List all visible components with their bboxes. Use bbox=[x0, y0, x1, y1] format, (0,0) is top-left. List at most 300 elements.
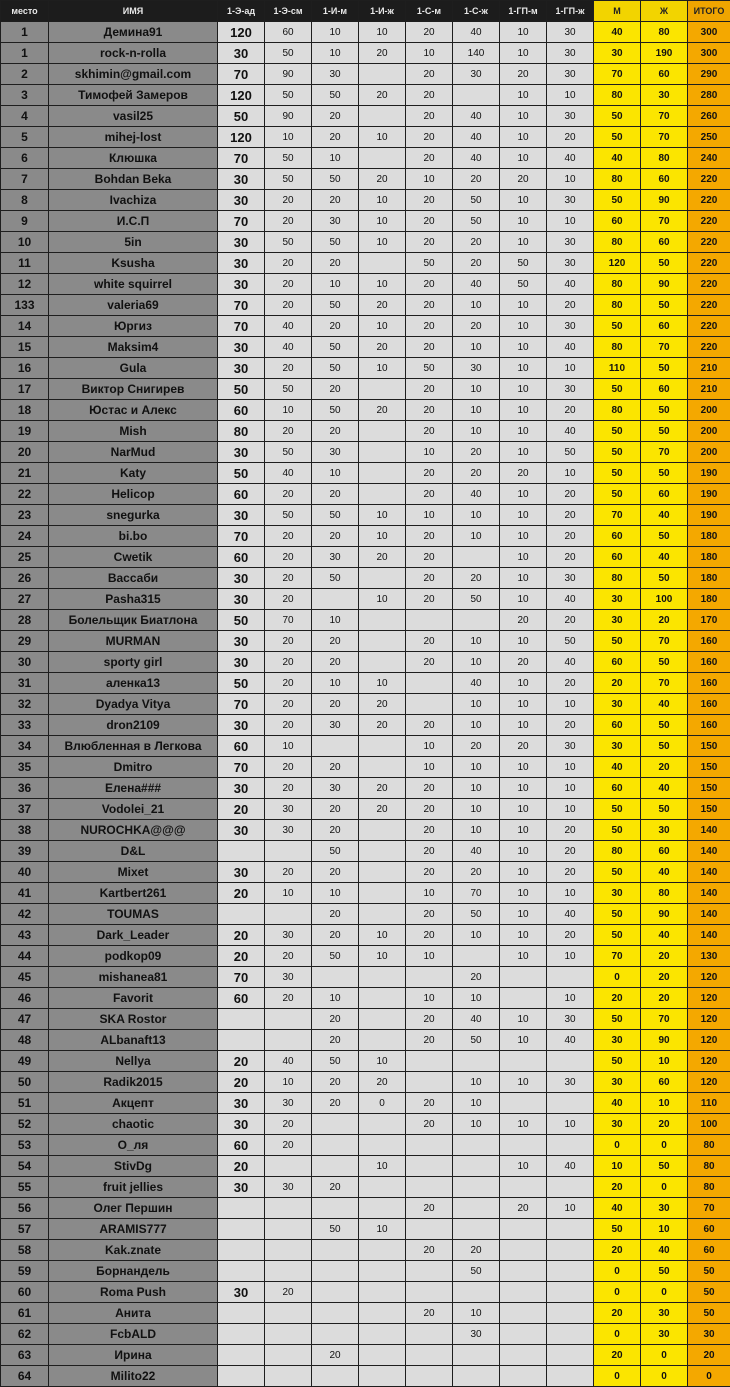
score-total: 110 bbox=[688, 1093, 730, 1114]
score-c7 bbox=[500, 1240, 547, 1261]
table-row bbox=[1, 988, 730, 1009]
row-name: Тимофей Замеров bbox=[49, 85, 218, 106]
table-row bbox=[1, 1219, 730, 1240]
score-w: 70 bbox=[641, 673, 688, 694]
score-m: 50 bbox=[594, 862, 641, 883]
score-c4 bbox=[359, 1324, 406, 1345]
header-c5: 1-С-м bbox=[406, 1, 453, 22]
score-c3: 20 bbox=[312, 862, 359, 883]
score-c6: 10 bbox=[453, 400, 500, 421]
score-c5: 10 bbox=[406, 169, 453, 190]
table-row bbox=[1, 1303, 730, 1324]
score-c4 bbox=[359, 904, 406, 925]
score-w: 50 bbox=[641, 400, 688, 421]
score-c6 bbox=[453, 1135, 500, 1156]
score-c6: 30 bbox=[453, 64, 500, 85]
score-c1: 50 bbox=[218, 610, 265, 631]
score-c3 bbox=[312, 967, 359, 988]
score-c1: 30 bbox=[218, 43, 265, 64]
score-w: 40 bbox=[641, 1240, 688, 1261]
table-row bbox=[1, 652, 730, 673]
score-w: 190 bbox=[641, 43, 688, 64]
score-c1: 30 bbox=[218, 169, 265, 190]
score-w: 90 bbox=[641, 904, 688, 925]
score-c7: 10 bbox=[500, 946, 547, 967]
score-c3: 50 bbox=[312, 85, 359, 106]
score-c7: 10 bbox=[500, 421, 547, 442]
row-name: skhimin@gmail.com bbox=[49, 64, 218, 85]
score-w: 40 bbox=[641, 505, 688, 526]
score-c6: 50 bbox=[453, 1030, 500, 1051]
score-c2 bbox=[265, 1219, 312, 1240]
score-c5: 20 bbox=[406, 421, 453, 442]
score-w: 10 bbox=[641, 1093, 688, 1114]
score-c3: 50 bbox=[312, 400, 359, 421]
score-c1: 20 bbox=[218, 883, 265, 904]
score-m: 80 bbox=[594, 337, 641, 358]
score-c6: 40 bbox=[453, 22, 500, 43]
score-c8: 50 bbox=[547, 442, 594, 463]
score-c6: 10 bbox=[453, 694, 500, 715]
score-c1: 20 bbox=[218, 946, 265, 967]
score-c5 bbox=[406, 1261, 453, 1282]
score-c4: 10 bbox=[359, 946, 406, 967]
score-c5: 50 bbox=[406, 253, 453, 274]
score-total: 220 bbox=[688, 232, 730, 253]
score-c4 bbox=[359, 463, 406, 484]
row-place: 6 bbox=[1, 148, 49, 169]
score-c2: 10 bbox=[265, 1072, 312, 1093]
score-c4: 10 bbox=[359, 316, 406, 337]
table-row bbox=[1, 715, 730, 736]
score-c8: 10 bbox=[547, 169, 594, 190]
table-row bbox=[1, 1156, 730, 1177]
table-row bbox=[1, 1009, 730, 1030]
row-place: 49 bbox=[1, 1051, 49, 1072]
row-name: FcbALD bbox=[49, 1324, 218, 1345]
table-row bbox=[1, 232, 730, 253]
table-row bbox=[1, 778, 730, 799]
score-c8: 10 bbox=[547, 946, 594, 967]
score-w: 50 bbox=[641, 799, 688, 820]
row-place: 35 bbox=[1, 757, 49, 778]
table-row bbox=[1, 1030, 730, 1051]
score-c3: 10 bbox=[312, 673, 359, 694]
score-c2: 20 bbox=[265, 568, 312, 589]
score-total: 30 bbox=[688, 1324, 730, 1345]
score-c5: 20 bbox=[406, 400, 453, 421]
row-name: Ksusha bbox=[49, 253, 218, 274]
score-c2: 40 bbox=[265, 1051, 312, 1072]
score-c7: 10 bbox=[500, 904, 547, 925]
score-c7: 10 bbox=[500, 379, 547, 400]
score-m: 30 bbox=[594, 1114, 641, 1135]
score-c2: 20 bbox=[265, 274, 312, 295]
row-place: 9 bbox=[1, 211, 49, 232]
score-c4: 20 bbox=[359, 43, 406, 64]
score-c2: 50 bbox=[265, 169, 312, 190]
score-c5 bbox=[406, 1156, 453, 1177]
score-c5: 20 bbox=[406, 484, 453, 505]
score-c7: 10 bbox=[500, 1156, 547, 1177]
table-row bbox=[1, 862, 730, 883]
row-name: Олег Першин bbox=[49, 1198, 218, 1219]
score-c3: 50 bbox=[312, 295, 359, 316]
score-total: 80 bbox=[688, 1156, 730, 1177]
score-c2: 50 bbox=[265, 85, 312, 106]
score-c3: 30 bbox=[312, 715, 359, 736]
score-total: 120 bbox=[688, 1051, 730, 1072]
score-c8: 10 bbox=[547, 1198, 594, 1219]
score-c8: 40 bbox=[547, 337, 594, 358]
score-c4 bbox=[359, 757, 406, 778]
score-total: 140 bbox=[688, 925, 730, 946]
score-total: 160 bbox=[688, 673, 730, 694]
score-c3: 30 bbox=[312, 442, 359, 463]
score-m: 50 bbox=[594, 127, 641, 148]
score-c4: 10 bbox=[359, 589, 406, 610]
score-c4 bbox=[359, 841, 406, 862]
score-c8: 50 bbox=[547, 631, 594, 652]
score-c1: 70 bbox=[218, 211, 265, 232]
table-row bbox=[1, 253, 730, 274]
table-row bbox=[1, 967, 730, 988]
row-name: white squirrel bbox=[49, 274, 218, 295]
score-c8: 40 bbox=[547, 421, 594, 442]
score-c1: 30 bbox=[218, 232, 265, 253]
score-c4 bbox=[359, 1030, 406, 1051]
score-c4: 20 bbox=[359, 778, 406, 799]
score-c8: 40 bbox=[547, 904, 594, 925]
score-c1: 30 bbox=[218, 505, 265, 526]
score-c8: 40 bbox=[547, 589, 594, 610]
row-name: Bohdan Beka bbox=[49, 169, 218, 190]
score-c8 bbox=[547, 1051, 594, 1072]
score-c6 bbox=[453, 610, 500, 631]
table-row bbox=[1, 484, 730, 505]
score-m: 0 bbox=[594, 1135, 641, 1156]
score-w: 100 bbox=[641, 589, 688, 610]
score-c6: 20 bbox=[453, 442, 500, 463]
score-c4: 10 bbox=[359, 673, 406, 694]
score-c6: 10 bbox=[453, 1303, 500, 1324]
score-c7: 10 bbox=[500, 442, 547, 463]
score-c3: 10 bbox=[312, 883, 359, 904]
score-c1 bbox=[218, 1030, 265, 1051]
header-c6: 1-С-ж bbox=[453, 1, 500, 22]
row-place: 46 bbox=[1, 988, 49, 1009]
score-m: 50 bbox=[594, 904, 641, 925]
score-total: 120 bbox=[688, 1072, 730, 1093]
row-place: 36 bbox=[1, 778, 49, 799]
score-c4: 0 bbox=[359, 1093, 406, 1114]
score-c3: 50 bbox=[312, 568, 359, 589]
score-c2: 70 bbox=[265, 610, 312, 631]
row-name: Cwetik bbox=[49, 547, 218, 568]
row-name: Nellya bbox=[49, 1051, 218, 1072]
score-c4 bbox=[359, 736, 406, 757]
score-c2: 30 bbox=[265, 1177, 312, 1198]
score-c6 bbox=[453, 1177, 500, 1198]
score-c4 bbox=[359, 1198, 406, 1219]
score-total: 100 bbox=[688, 1114, 730, 1135]
score-total: 120 bbox=[688, 1030, 730, 1051]
table-row bbox=[1, 1240, 730, 1261]
row-place: 44 bbox=[1, 946, 49, 967]
score-c8: 30 bbox=[547, 106, 594, 127]
row-place: 43 bbox=[1, 925, 49, 946]
score-c1: 20 bbox=[218, 925, 265, 946]
score-w: 50 bbox=[641, 253, 688, 274]
score-c8 bbox=[547, 967, 594, 988]
score-m: 80 bbox=[594, 85, 641, 106]
row-place: 16 bbox=[1, 358, 49, 379]
score-w: 50 bbox=[641, 526, 688, 547]
row-place: 54 bbox=[1, 1156, 49, 1177]
score-w: 30 bbox=[641, 85, 688, 106]
score-c2: 90 bbox=[265, 106, 312, 127]
score-m: 20 bbox=[594, 1240, 641, 1261]
table-row bbox=[1, 211, 730, 232]
score-total: 70 bbox=[688, 1198, 730, 1219]
score-c5 bbox=[406, 1324, 453, 1345]
row-place: 45 bbox=[1, 967, 49, 988]
table-body bbox=[1, 22, 730, 1387]
score-c6: 40 bbox=[453, 841, 500, 862]
score-c6: 10 bbox=[453, 505, 500, 526]
table-row bbox=[1, 274, 730, 295]
score-c6: 50 bbox=[453, 190, 500, 211]
score-c5: 20 bbox=[406, 127, 453, 148]
row-place: 24 bbox=[1, 526, 49, 547]
score-c5 bbox=[406, 1135, 453, 1156]
row-place: 12 bbox=[1, 274, 49, 295]
score-c7: 10 bbox=[500, 757, 547, 778]
row-name: Dyadya Vitya bbox=[49, 694, 218, 715]
score-c7 bbox=[500, 1345, 547, 1366]
row-place: 27 bbox=[1, 589, 49, 610]
score-m: 40 bbox=[594, 1093, 641, 1114]
score-c8: 10 bbox=[547, 463, 594, 484]
row-name: Клюшка bbox=[49, 148, 218, 169]
score-c1: 70 bbox=[218, 316, 265, 337]
score-c7: 50 bbox=[500, 274, 547, 295]
score-c4 bbox=[359, 421, 406, 442]
score-c7: 10 bbox=[500, 106, 547, 127]
score-c7 bbox=[500, 1282, 547, 1303]
score-c3: 20 bbox=[312, 904, 359, 925]
score-c7: 20 bbox=[500, 1198, 547, 1219]
score-c7: 10 bbox=[500, 841, 547, 862]
table-row bbox=[1, 106, 730, 127]
score-c6: 10 bbox=[453, 820, 500, 841]
table-row bbox=[1, 64, 730, 85]
score-c7 bbox=[500, 988, 547, 1009]
score-c8: 30 bbox=[547, 43, 594, 64]
score-c5: 20 bbox=[406, 1009, 453, 1030]
score-w: 70 bbox=[641, 442, 688, 463]
score-c5 bbox=[406, 1177, 453, 1198]
score-w: 60 bbox=[641, 379, 688, 400]
score-c3: 50 bbox=[312, 232, 359, 253]
row-place: 39 bbox=[1, 841, 49, 862]
score-w: 0 bbox=[641, 1135, 688, 1156]
score-c8: 10 bbox=[547, 778, 594, 799]
row-place: 55 bbox=[1, 1177, 49, 1198]
score-c8: 20 bbox=[547, 484, 594, 505]
score-total: 250 bbox=[688, 127, 730, 148]
score-w: 20 bbox=[641, 946, 688, 967]
score-c4 bbox=[359, 1345, 406, 1366]
score-total: 260 bbox=[688, 106, 730, 127]
score-total: 60 bbox=[688, 1219, 730, 1240]
score-c5: 10 bbox=[406, 736, 453, 757]
score-m: 80 bbox=[594, 169, 641, 190]
score-c8: 20 bbox=[547, 295, 594, 316]
score-w: 0 bbox=[641, 1345, 688, 1366]
score-total: 160 bbox=[688, 715, 730, 736]
row-place: 57 bbox=[1, 1219, 49, 1240]
score-w: 30 bbox=[641, 1324, 688, 1345]
score-c5: 20 bbox=[406, 631, 453, 652]
score-c4: 20 bbox=[359, 295, 406, 316]
score-c4: 20 bbox=[359, 337, 406, 358]
score-c3 bbox=[312, 736, 359, 757]
score-c4 bbox=[359, 652, 406, 673]
score-c5 bbox=[406, 673, 453, 694]
score-w: 50 bbox=[641, 358, 688, 379]
score-c2: 20 bbox=[265, 631, 312, 652]
score-c1: 30 bbox=[218, 190, 265, 211]
score-c7: 10 bbox=[500, 22, 547, 43]
score-w: 0 bbox=[641, 1282, 688, 1303]
score-c1 bbox=[218, 1009, 265, 1030]
score-c1: 60 bbox=[218, 547, 265, 568]
score-c5: 20 bbox=[406, 1240, 453, 1261]
score-c7: 10 bbox=[500, 820, 547, 841]
score-w: 50 bbox=[641, 568, 688, 589]
score-w: 10 bbox=[641, 1219, 688, 1240]
score-c5: 10 bbox=[406, 883, 453, 904]
score-total: 180 bbox=[688, 547, 730, 568]
score-c6: 20 bbox=[453, 253, 500, 274]
row-name: rock-n-rolla bbox=[49, 43, 218, 64]
row-name: bi.bo bbox=[49, 526, 218, 547]
score-c3: 20 bbox=[312, 106, 359, 127]
score-c5: 20 bbox=[406, 778, 453, 799]
score-c6: 40 bbox=[453, 127, 500, 148]
score-c6: 20 bbox=[453, 463, 500, 484]
row-name: Ирина bbox=[49, 1345, 218, 1366]
score-c2: 20 bbox=[265, 778, 312, 799]
score-total: 220 bbox=[688, 337, 730, 358]
score-m: 30 bbox=[594, 694, 641, 715]
score-c3 bbox=[312, 1366, 359, 1387]
score-total: 140 bbox=[688, 883, 730, 904]
score-total: 220 bbox=[688, 169, 730, 190]
score-c2: 20 bbox=[265, 253, 312, 274]
score-m: 50 bbox=[594, 925, 641, 946]
score-c2: 50 bbox=[265, 442, 312, 463]
table-row bbox=[1, 1198, 730, 1219]
table-row bbox=[1, 295, 730, 316]
table-row bbox=[1, 190, 730, 211]
score-total: 220 bbox=[688, 190, 730, 211]
score-c7: 10 bbox=[500, 358, 547, 379]
score-m: 0 bbox=[594, 1366, 641, 1387]
score-c3: 10 bbox=[312, 274, 359, 295]
header-place: место bbox=[1, 1, 49, 22]
row-place: 50 bbox=[1, 1072, 49, 1093]
score-c3: 30 bbox=[312, 778, 359, 799]
score-c5 bbox=[406, 610, 453, 631]
row-name: Radik2015 bbox=[49, 1072, 218, 1093]
score-c8: 30 bbox=[547, 1009, 594, 1030]
row-name: Pasha315 bbox=[49, 589, 218, 610]
score-c2: 10 bbox=[265, 127, 312, 148]
score-m: 50 bbox=[594, 1219, 641, 1240]
row-place: 23 bbox=[1, 505, 49, 526]
score-c3 bbox=[312, 1324, 359, 1345]
score-w: 90 bbox=[641, 190, 688, 211]
score-w: 80 bbox=[641, 148, 688, 169]
score-c7: 10 bbox=[500, 1030, 547, 1051]
header-row bbox=[1, 1, 730, 22]
table-row bbox=[1, 1051, 730, 1072]
score-c4: 10 bbox=[359, 925, 406, 946]
table-row bbox=[1, 1177, 730, 1198]
score-c2: 20 bbox=[265, 1114, 312, 1135]
score-c7: 10 bbox=[500, 778, 547, 799]
score-w: 40 bbox=[641, 547, 688, 568]
score-c5: 20 bbox=[406, 1030, 453, 1051]
score-c7: 10 bbox=[500, 883, 547, 904]
score-c2: 30 bbox=[265, 799, 312, 820]
score-c3: 20 bbox=[312, 631, 359, 652]
score-m: 30 bbox=[594, 883, 641, 904]
row-place: 59 bbox=[1, 1261, 49, 1282]
score-c8 bbox=[547, 1219, 594, 1240]
score-c5: 20 bbox=[406, 232, 453, 253]
row-name: Mixet bbox=[49, 862, 218, 883]
table-row bbox=[1, 127, 730, 148]
score-w: 0 bbox=[641, 1177, 688, 1198]
score-c3: 20 bbox=[312, 1030, 359, 1051]
score-w: 70 bbox=[641, 127, 688, 148]
score-c5: 20 bbox=[406, 190, 453, 211]
score-c8: 20 bbox=[547, 526, 594, 547]
table-row bbox=[1, 1366, 730, 1387]
score-w: 50 bbox=[641, 421, 688, 442]
row-place: 21 bbox=[1, 463, 49, 484]
score-c6: 10 bbox=[453, 988, 500, 1009]
score-c4 bbox=[359, 883, 406, 904]
score-c2: 10 bbox=[265, 736, 312, 757]
score-c8: 20 bbox=[547, 547, 594, 568]
row-name: mihej-lost bbox=[49, 127, 218, 148]
row-place: 25 bbox=[1, 547, 49, 568]
score-c1: 70 bbox=[218, 757, 265, 778]
score-c2: 20 bbox=[265, 526, 312, 547]
score-total: 20 bbox=[688, 1345, 730, 1366]
row-place: 7 bbox=[1, 169, 49, 190]
score-m: 20 bbox=[594, 1303, 641, 1324]
score-c4: 10 bbox=[359, 505, 406, 526]
score-m: 50 bbox=[594, 442, 641, 463]
score-w: 80 bbox=[641, 883, 688, 904]
score-c7 bbox=[500, 1324, 547, 1345]
score-c4: 20 bbox=[359, 694, 406, 715]
